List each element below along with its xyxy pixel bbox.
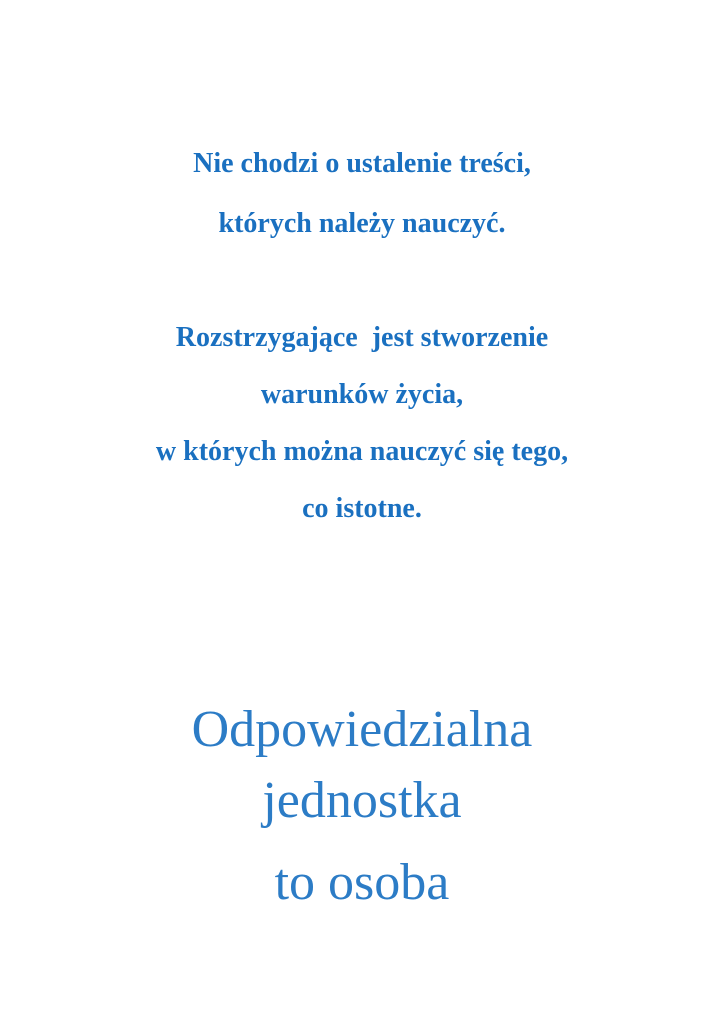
- quote-line: Nie chodzi o ustalenie treści,: [193, 148, 531, 179]
- heading-line: jednostka: [262, 772, 462, 829]
- quote-line: warunków życia,: [260, 379, 464, 410]
- quote-line: w których można nauczyć się tego,: [155, 436, 569, 467]
- heading-line: Odpowiedzialna: [191, 701, 533, 758]
- heading-line: to osoba: [274, 854, 450, 911]
- quote-line: Rozstrzygające jest stworzenie: [175, 322, 549, 353]
- quote-line: co istotne.: [302, 493, 422, 524]
- quote-line: których należy nauczyć.: [218, 208, 506, 239]
